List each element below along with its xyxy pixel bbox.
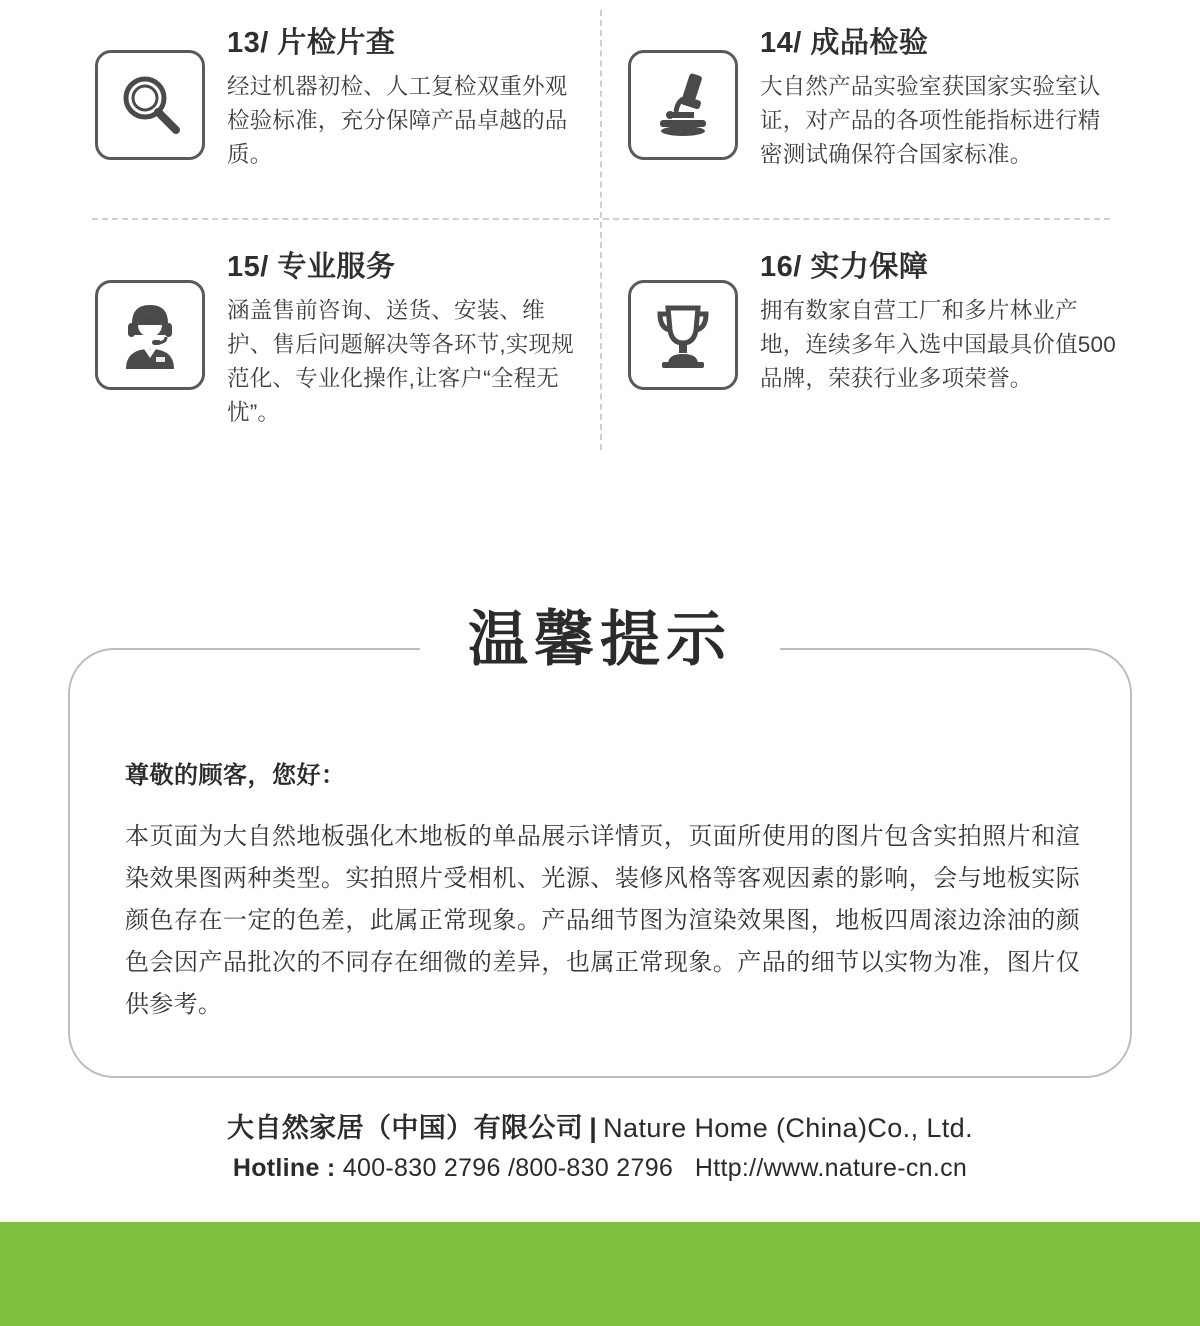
feature-title-label-15: 专业服务 bbox=[277, 251, 396, 283]
magnifier-icon bbox=[95, 50, 205, 160]
feature-item-13 bbox=[95, 28, 585, 172]
feature-body-15: 涵盖售前咨询、送货、安装、维护、售后问题解决等各环节,实现规范化、专业化操作,让客户“全程无忧”。 bbox=[227, 297, 574, 426]
footer-company-en: Nature Home (China)Co., Ltd. bbox=[603, 1113, 974, 1143]
feature-text-16 bbox=[760, 252, 1118, 396]
tips-body: 本页面为大自然地板强化木地板的单品展示详情页，页面所使用的图片包含实拍照片和渲染效果图两种类型。实拍照片受相机、光源、装修风格等客观因素的影响，会与地板实际颜色存在一定的色差，此属正常现象。产品细节图为渲染效果图，地板四周滚边涂油的颜色会因产品批次的不同存在细微的差异，也属正常现象。产品的细节以实物为准，图片仅供参考。 bbox=[125, 823, 1080, 1018]
feature-title-15 bbox=[227, 252, 585, 284]
feature-body-16: 拥有数家自营工厂和多片林业产地，连续多年入选中国最具价值500品牌，荣获行业多项荣誉。 bbox=[760, 297, 1116, 392]
feature-item-16 bbox=[628, 252, 1118, 396]
website-link[interactable]: Http://www.nature-cn.cn bbox=[694, 1154, 968, 1183]
hotline-label: Hotline : bbox=[232, 1154, 336, 1183]
tips-heading: 温馨提示 bbox=[468, 606, 732, 673]
trophy-icon bbox=[628, 280, 738, 390]
bottom-green-bar bbox=[0, 1222, 1200, 1326]
feature-title-label-16: 实力保障 bbox=[810, 251, 929, 283]
footer-separator: | bbox=[589, 1113, 598, 1143]
tips-greeting: 尊敬的顾客，您好： bbox=[125, 762, 346, 789]
feature-item-15 bbox=[95, 252, 585, 431]
feature-number-16: 16/ bbox=[760, 251, 802, 283]
feature-number-15: 15/ bbox=[227, 251, 269, 283]
feature-text-15 bbox=[227, 252, 585, 431]
footer-company-cn: 大自然家居（中国）有限公司 bbox=[226, 1113, 584, 1143]
feature-body-14: 大自然产品实验室获国家实验室认证，对产品的各项性能指标进行精密测试确保符合国家标准。 bbox=[760, 73, 1101, 168]
feature-number-13: 13/ bbox=[227, 27, 269, 59]
feature-body-13: 经过机器初检、人工复检双重外观检验标准，充分保障产品卓越的品质。 bbox=[227, 73, 568, 168]
customer-service-agent-icon bbox=[95, 280, 205, 390]
feature-text-14 bbox=[760, 28, 1118, 172]
vertical-divider bbox=[600, 10, 602, 450]
feature-title-label-13: 片检片查 bbox=[277, 27, 396, 59]
feature-grid bbox=[0, 0, 1200, 470]
feature-title-label-14: 成品检验 bbox=[810, 27, 929, 59]
footer bbox=[0, 1110, 1200, 1187]
footer-contact bbox=[0, 1150, 1200, 1186]
feature-title-14 bbox=[760, 28, 1118, 60]
feature-number-14: 14/ bbox=[760, 27, 802, 59]
feature-title-13 bbox=[227, 28, 585, 60]
tips-content bbox=[125, 755, 1080, 1026]
horizontal-divider bbox=[92, 218, 1110, 220]
feature-text-13 bbox=[227, 28, 585, 172]
feature-title-16 bbox=[760, 252, 1118, 284]
hotline-value: 400-830 2796 /800-830 2796 bbox=[342, 1154, 674, 1183]
footer-company bbox=[0, 1110, 1200, 1146]
microscope-icon bbox=[628, 50, 738, 160]
feature-item-14 bbox=[628, 28, 1118, 172]
